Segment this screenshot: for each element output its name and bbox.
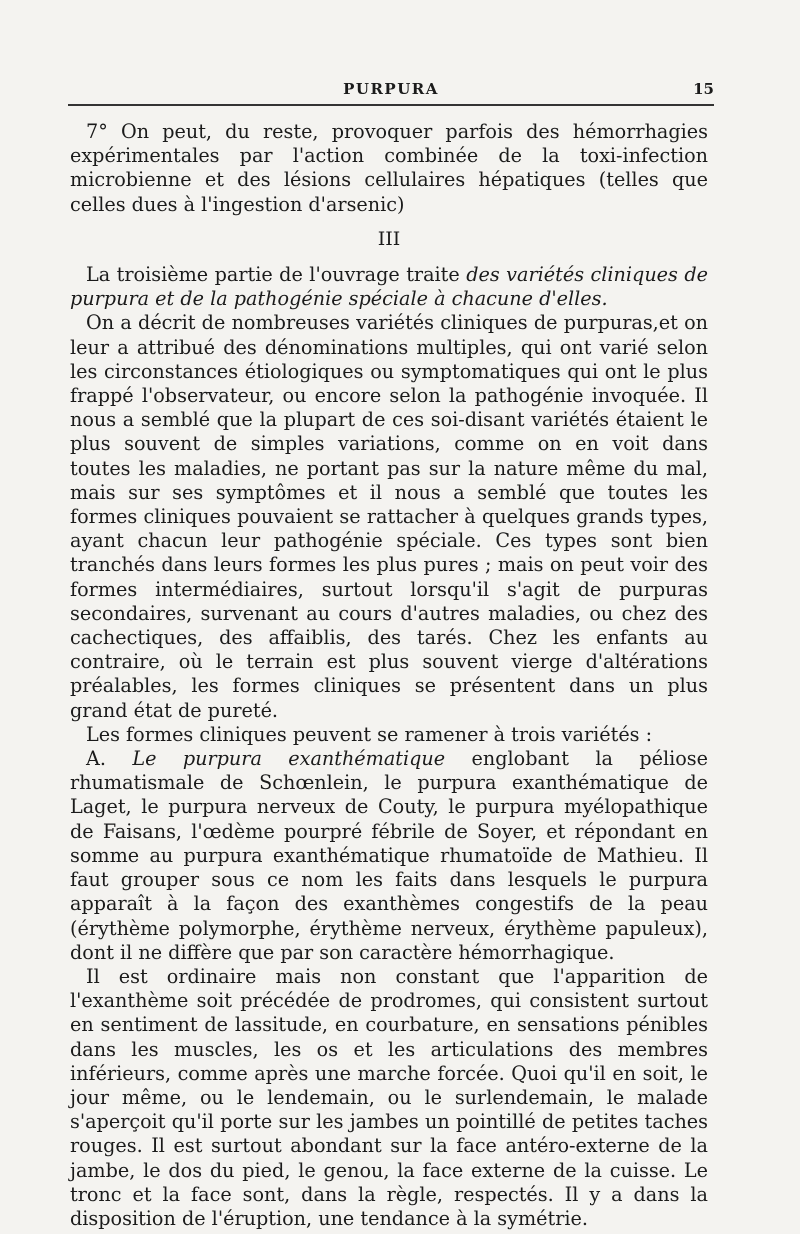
paragraph-three-varieties: Les formes cliniques peuvent se ramener à trois variétés : bbox=[86, 722, 653, 746]
variety-a-name: Le purpura exanthématique bbox=[132, 747, 446, 771]
variety-a-label: A. bbox=[86, 747, 133, 771]
body-text bbox=[70, 120, 708, 1231]
running-title: PURPURA bbox=[343, 80, 439, 98]
paragraph-prodromes: Il est ordinaire mais non constant que l'apparition de l'exanthème soit précédée de prodromes, qui consistent surtout en sentiment de lassitude, en courbature, en sensations pénibles dans les muscles, les os et les articulations des membres inférieurs, comme après une marche forcée. Quoi qu'il en soit, le jour même, ou le lendemain, ou le surlendemain, le malade s'aperçoit qu'il porte sur les jambes un pointillé de petites taches rouges. Il est surtout abondant sur la face antéro-externe de la jambe, le dos du pied, le genou, la face externe de la cuisse. Le tronc et la face sont, dans la règle, respectés. Il y a dans la disposition de l'éruption, une tendance à la symétrie. bbox=[70, 964, 708, 1230]
variety-a-description: englobant la péliose rhumatismale de Schœnlein, le purpura exanthématique de Laget, le purpura nerveux de Couty, le purpura myélopathique de Faisans, l'œdème pourpré fébrile de Soyer, et répondant en somme au purpura exanthématique rhumatoïde de Mathieu. Il faut grouper sous ce nom les faits dans lesquels le purpura apparaît à la façon des exanthèmes congestifs de la peau (érythème polymorphe, érythème nerveux, érythème papuleux), dont il ne diffère que par son caractère hémorrhagique. bbox=[70, 747, 708, 964]
paragraph-variety-a bbox=[70, 747, 708, 965]
paragraph-third-part-italic: des variétés cliniques de purpura et de la pathogénie spéciale à chacune d'elles. bbox=[70, 263, 709, 311]
paragraph-varieties: On a décrit de nombreuses variétés cliniques de purpuras,et on leur a attribué des dénominations multiples, qui ont varié selon les circonstances étiologiques ou symptomatiques qui ont le plus frappé l'observateur, ou encore selon la pathogénie invoquée. Il nous a semblé que la plupart de ces soi-disant variétés étaient le plus souvent de simples variations, comme on en voit dans toutes les maladies, ne portant pas sur la nature même du mal, mais sur ses symptômes et il nous a semblé que toutes les formes cliniques pouvaient se rattacher à quelques grands types, ayant chacun leur pathogénie spéciale. Ces types sont bien tranchés dans leurs formes les plus pures ; mais on peut voir des formes intermédiaires, surtout lorsqu'il s'agit de purpuras secondaires, survenant au cours d'autres maladies, ou chez des cachectiques, des affaiblis, des tarés. Chez les enfants au contraire, où le terrain est plus souvent vierge d'altérations préalables, les formes cliniques se présentent dans un plus grand état de pureté. bbox=[70, 311, 708, 722]
paragraph-third-part-lead: La troisième partie de l'ouvrage traite bbox=[86, 263, 467, 287]
section-numeral: III bbox=[377, 227, 401, 250]
paragraph-third-part bbox=[70, 263, 708, 311]
paragraph-7: 7° On peut, du reste, provoquer parfois des hémorrhagies expérimentales par l'action combinée de la toxi-infection microbienne et des lésions cellulaires hépatiques (telles que celles dues à l'ingestion d'arsenic) bbox=[70, 120, 708, 216]
page-number: 15 bbox=[693, 80, 714, 98]
page-header bbox=[68, 76, 714, 106]
